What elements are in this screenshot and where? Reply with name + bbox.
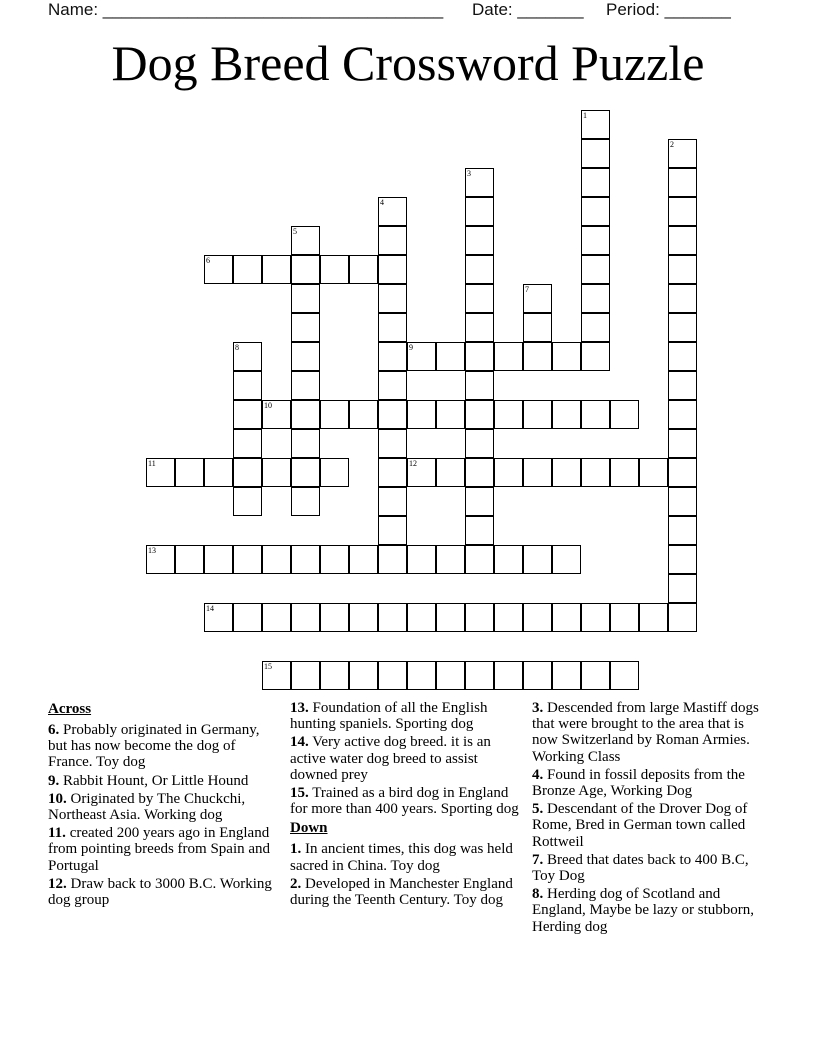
crossword-cell[interactable]: [291, 400, 320, 429]
crossword-cell[interactable]: [494, 545, 523, 574]
crossword-cell[interactable]: [262, 255, 291, 284]
crossword-cell[interactable]: [262, 400, 291, 429]
crossword-cell[interactable]: [668, 429, 697, 458]
clue-number: 1: [583, 111, 587, 120]
crossword-cell[interactable]: [523, 458, 552, 487]
clue-number: 10: [264, 401, 272, 410]
crossword-cell[interactable]: [378, 255, 407, 284]
crossword-cell[interactable]: [349, 255, 378, 284]
crossword-cell[interactable]: [581, 197, 610, 226]
crossword-cell[interactable]: [436, 545, 465, 574]
clue-item: [532, 801, 768, 850]
crossword-cell[interactable]: [523, 603, 552, 632]
crossword-cell[interactable]: [291, 487, 320, 516]
crossword-cell[interactable]: [523, 313, 552, 342]
crossword-cell[interactable]: [378, 342, 407, 371]
crossword-cell[interactable]: [378, 313, 407, 342]
crossword-cell[interactable]: [378, 226, 407, 255]
clue-item-text: Rabbit Hount, Or Little Hound: [59, 772, 249, 789]
clue-item-text: Originated by The Chuckchi, Northeast Asia. Working dog: [48, 790, 246, 824]
crossword-cell[interactable]: [320, 458, 349, 487]
clue-number: 6: [206, 256, 210, 265]
crossword-cell[interactable]: [668, 255, 697, 284]
crossword-cell[interactable]: [320, 545, 349, 574]
clue-number: 13: [148, 546, 156, 555]
crossword-cell[interactable]: [378, 429, 407, 458]
clue-item: [290, 876, 526, 908]
clue-number: 5: [293, 227, 297, 236]
clue-item-text: Foundation of all the English hunting spaniels. Sporting dog: [290, 700, 488, 733]
crossword-cell[interactable]: [668, 226, 697, 255]
crossword-cell[interactable]: [465, 458, 494, 487]
crossword-cell[interactable]: [465, 255, 494, 284]
crossword-cell[interactable]: [146, 458, 175, 487]
crossword-cell[interactable]: [262, 661, 291, 690]
clue-column-middle: [290, 700, 526, 910]
clue-number: 7: [525, 285, 529, 294]
clue-item: [532, 700, 768, 765]
crossword-cell[interactable]: [175, 545, 204, 574]
clue-item-text: Breed that dates back to 400 B.C, Toy Dog: [532, 851, 749, 885]
crossword-cell[interactable]: [378, 458, 407, 487]
clue-item-number: 9.: [48, 772, 60, 789]
crossword-cell[interactable]: [204, 545, 233, 574]
clue-item: [290, 734, 526, 783]
crossword-cell[interactable]: [465, 226, 494, 255]
crossword-cell[interactable]: [639, 458, 668, 487]
crossword-cell[interactable]: [378, 487, 407, 516]
crossword-cell[interactable]: [668, 371, 697, 400]
crossword-cell[interactable]: [378, 371, 407, 400]
clue-item-number: 10.: [48, 790, 67, 807]
crossword-cell[interactable]: [465, 487, 494, 516]
crossword-cell[interactable]: [378, 516, 407, 545]
crossword-cell[interactable]: [668, 400, 697, 429]
crossword-cell[interactable]: [523, 342, 552, 371]
crossword-cell[interactable]: [204, 255, 233, 284]
crossword-cell[interactable]: [465, 342, 494, 371]
crossword-cell[interactable]: [581, 168, 610, 197]
clue-item: [532, 767, 768, 799]
clue-item-text: Descendant of the Drover Dog of Rome, Bred in German town called Rottweil: [532, 801, 748, 850]
crossword-cell[interactable]: [378, 197, 407, 226]
clue-number: 12: [409, 459, 417, 468]
crossword-cell[interactable]: [378, 603, 407, 632]
clue-item-text: created 200 years ago in England from pointing breeds from Spain and Portugal: [48, 825, 271, 874]
crossword-cell[interactable]: [581, 603, 610, 632]
crossword-cell[interactable]: [291, 603, 320, 632]
crossword-cell[interactable]: [610, 400, 639, 429]
crossword-cell[interactable]: [668, 313, 697, 342]
clue-item-number: 1.: [290, 841, 302, 858]
clue-section-heading: Down: [290, 820, 328, 837]
clue-item-number: 4.: [532, 766, 544, 783]
crossword-cell[interactable]: [349, 661, 378, 690]
clue-section-heading: Across: [48, 701, 92, 717]
crossword-cell[interactable]: [233, 371, 262, 400]
date-field-label[interactable]: Date: _______: [472, 0, 584, 19]
clue-item-number: 15.: [290, 785, 309, 802]
crossword-cell[interactable]: [204, 458, 233, 487]
crossword-cell[interactable]: [581, 284, 610, 313]
crossword-cell[interactable]: [465, 284, 494, 313]
clue-item-text: Very active dog breed. it is an active water dog breed to assist downed prey: [290, 734, 491, 783]
clue-item-number: 6.: [48, 722, 60, 738]
clue-item: [290, 785, 526, 817]
clue-item: [48, 791, 280, 823]
crossword-cell[interactable]: [175, 458, 204, 487]
crossword-cell[interactable]: [146, 545, 175, 574]
clue-item-text: Trained as a bird dog in England for more than 400 years. Sporting dog: [290, 785, 519, 818]
crossword-cell[interactable]: [349, 603, 378, 632]
crossword-cell[interactable]: [204, 603, 233, 632]
crossword-cell[interactable]: [349, 545, 378, 574]
clue-item-number: 12.: [48, 875, 67, 892]
crossword-cell[interactable]: [494, 400, 523, 429]
crossword-cell[interactable]: [552, 603, 581, 632]
crossword-cell[interactable]: [407, 400, 436, 429]
crossword-cell[interactable]: [610, 661, 639, 690]
crossword-cell[interactable]: [320, 661, 349, 690]
clue-item: [48, 825, 280, 874]
crossword-cell[interactable]: [407, 603, 436, 632]
crossword-cell[interactable]: [581, 661, 610, 690]
crossword-cell[interactable]: [639, 603, 668, 632]
clue-item: [290, 841, 526, 873]
crossword-cell[interactable]: [668, 458, 697, 487]
crossword-cell[interactable]: [523, 661, 552, 690]
crossword-cell[interactable]: [291, 458, 320, 487]
crossword-cell[interactable]: [262, 545, 291, 574]
crossword-cell[interactable]: [668, 139, 697, 168]
crossword-cell[interactable]: [581, 400, 610, 429]
crossword-cell[interactable]: [668, 284, 697, 313]
crossword-cell[interactable]: [233, 255, 262, 284]
clue-item-text: Found in fossil deposits from the Bronze Age, Working Dog: [532, 766, 745, 800]
crossword-cell[interactable]: [552, 545, 581, 574]
crossword-cell[interactable]: [494, 458, 523, 487]
crossword-cell[interactable]: [233, 458, 262, 487]
crossword-cell[interactable]: [668, 603, 697, 632]
crossword-cell[interactable]: [465, 197, 494, 226]
crossword-cell[interactable]: [465, 516, 494, 545]
clue-item-text: Developed in Manchester England during the Teenth Century. Toy dog: [290, 875, 513, 909]
clue-number: 14: [206, 604, 214, 613]
clue-item: [532, 852, 768, 884]
clue-column-right: [532, 700, 768, 937]
crossword-cell[interactable]: [552, 661, 581, 690]
crossword-cell[interactable]: [668, 197, 697, 226]
clue-item: [48, 722, 280, 771]
clue-item-number: 13.: [290, 700, 309, 716]
crossword-cell[interactable]: [552, 458, 581, 487]
crossword-cell[interactable]: [436, 342, 465, 371]
crossword-cell[interactable]: [668, 516, 697, 545]
clue-number: 11: [148, 459, 156, 468]
crossword-cell[interactable]: [233, 342, 262, 371]
crossword-cell[interactable]: [291, 284, 320, 313]
crossword-cell[interactable]: [233, 429, 262, 458]
crossword-cell[interactable]: [233, 603, 262, 632]
clue-number: 15: [264, 662, 272, 671]
crossword-cell[interactable]: [291, 371, 320, 400]
crossword-cell[interactable]: [378, 661, 407, 690]
crossword-cell[interactable]: [610, 603, 639, 632]
crossword-cell[interactable]: [291, 429, 320, 458]
crossword-cell[interactable]: [523, 284, 552, 313]
crossword-cell[interactable]: [581, 313, 610, 342]
name-field-label[interactable]: Name: ____________________________________: [48, 0, 444, 19]
crossword-cell[interactable]: [465, 168, 494, 197]
crossword-cell[interactable]: [465, 400, 494, 429]
clue-column-left: [48, 700, 280, 910]
crossword-cell[interactable]: [233, 400, 262, 429]
page-title: Dog Breed Crossword Puzzle: [111, 35, 705, 91]
crossword-cell[interactable]: [291, 545, 320, 574]
crossword-cell[interactable]: [407, 342, 436, 371]
crossword-cell[interactable]: [668, 574, 697, 603]
crossword-cell[interactable]: [233, 487, 262, 516]
clue-item-text: Descended from large Mastiff dogs that were brought to the area that is now Switzerland by Roman Armies. Working Class: [532, 700, 759, 765]
crossword-cell[interactable]: [436, 400, 465, 429]
clue-item-number: 3.: [532, 700, 544, 716]
crossword-cell[interactable]: [378, 545, 407, 574]
crossword-cell[interactable]: [262, 603, 291, 632]
clue-number: 9: [409, 343, 413, 352]
crossword-cell[interactable]: [523, 400, 552, 429]
crossword-cell[interactable]: [436, 661, 465, 690]
crossword-cell[interactable]: [378, 400, 407, 429]
crossword-cell[interactable]: [465, 545, 494, 574]
crossword-cell[interactable]: [407, 458, 436, 487]
clue-item-text: Probably originated in Germany, but has now become the dog of France. Toy dog: [48, 722, 260, 771]
clue-number: 8: [235, 343, 239, 352]
clue-item-text: Draw back to 3000 B.C. Working dog group: [48, 875, 272, 909]
crossword-cell[interactable]: [349, 400, 378, 429]
clue-item-number: 5.: [532, 801, 544, 818]
crossword-cell[interactable]: [436, 603, 465, 632]
crossword-cell[interactable]: [581, 458, 610, 487]
crossword-cell[interactable]: [407, 545, 436, 574]
crossword-cell[interactable]: [378, 284, 407, 313]
clue-item-number: 8.: [532, 886, 544, 903]
crossword-cell[interactable]: [407, 661, 436, 690]
crossword-cell[interactable]: [465, 371, 494, 400]
crossword-cell[interactable]: [291, 255, 320, 284]
clue-item-number: 2.: [290, 875, 302, 892]
crossword-cell[interactable]: [668, 342, 697, 371]
clue-number: 3: [467, 169, 471, 178]
crossword-cell[interactable]: [465, 661, 494, 690]
crossword-cell[interactable]: [233, 545, 262, 574]
crossword-cell[interactable]: [581, 110, 610, 139]
crossword-cell[interactable]: [523, 545, 552, 574]
clue-item: [48, 876, 280, 908]
clue-item-number: 7.: [532, 851, 544, 868]
crossword-cell[interactable]: [494, 661, 523, 690]
crossword-cell[interactable]: [291, 342, 320, 371]
crossword-cell[interactable]: [668, 168, 697, 197]
crossword-cell[interactable]: [465, 429, 494, 458]
crossword-cell[interactable]: [465, 603, 494, 632]
crossword-cell[interactable]: [291, 661, 320, 690]
crossword-cell[interactable]: [581, 226, 610, 255]
clue-item-text: Herding dog of Scotland and England, Maybe be lazy or stubborn, Herding dog: [532, 886, 755, 935]
crossword-cell[interactable]: [552, 342, 581, 371]
period-field-label[interactable]: Period: _______: [606, 0, 731, 19]
clue-item: [290, 700, 526, 732]
crossword-cell[interactable]: [320, 603, 349, 632]
crossword-cell[interactable]: [581, 139, 610, 168]
crossword-cell[interactable]: [436, 458, 465, 487]
crossword-cell[interactable]: [494, 342, 523, 371]
crossword-cell[interactable]: [320, 255, 349, 284]
crossword-cell[interactable]: [610, 458, 639, 487]
crossword-cell[interactable]: [494, 603, 523, 632]
crossword-cell[interactable]: [552, 400, 581, 429]
clue-item: [532, 886, 768, 935]
crossword-cell[interactable]: [465, 313, 494, 342]
crossword-cell[interactable]: [581, 255, 610, 284]
crossword-cell[interactable]: [291, 226, 320, 255]
crossword-cell[interactable]: [581, 342, 610, 371]
crossword-cell[interactable]: [291, 313, 320, 342]
crossword-cell[interactable]: [668, 487, 697, 516]
clue-item-number: 11.: [48, 825, 66, 842]
clue-number: 2: [670, 140, 674, 149]
crossword-cell[interactable]: [262, 458, 291, 487]
clue-item-number: 14.: [290, 734, 309, 751]
crossword-cell[interactable]: [320, 400, 349, 429]
crossword-cell[interactable]: [668, 545, 697, 574]
clue-item-text: In ancient times, this dog was held sacred in China. Toy dog: [290, 841, 513, 874]
clue-item: [48, 773, 280, 789]
clue-number: 4: [380, 198, 384, 207]
